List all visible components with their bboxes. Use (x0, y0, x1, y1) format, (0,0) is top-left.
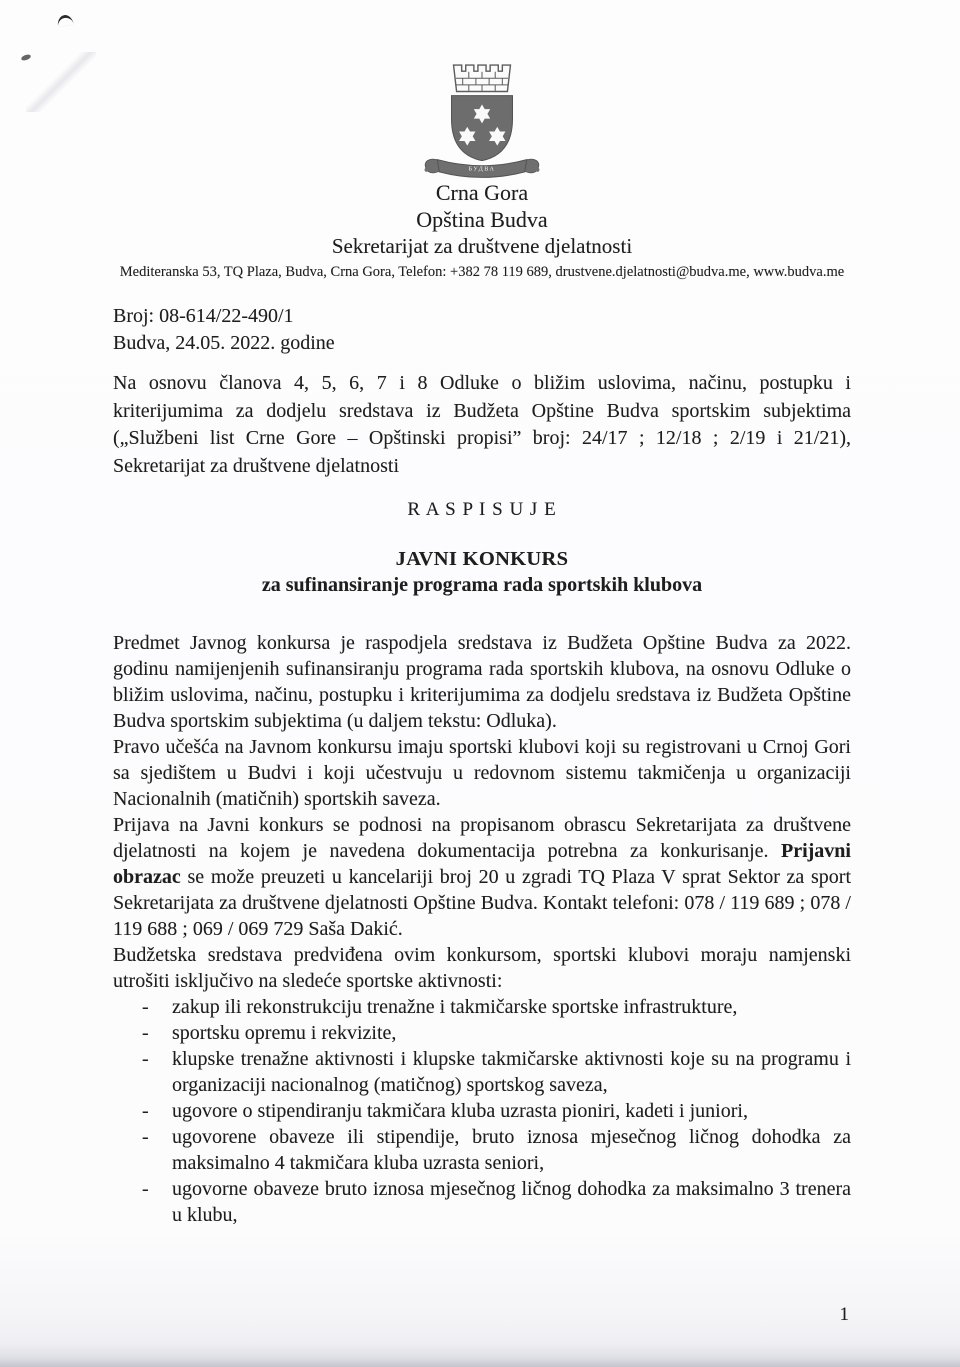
application-text-after: se može preuzeti u kancelariji broj 20 u zgradi TQ Plaza V sprat Sektor za sport Sekretarijata za društvene djelatnosti Opštine Budva. Kontakt telefoni: 078 / 119 689 ; 078 / 119 688 ; 069 / 069 729 Saša Dakić. (113, 866, 851, 940)
budget-intro-paragraph: Budžetska sredstava predviđena ovim konkursom, sportski klubovi moraju namjenski utrošiti isključivo na sledeće sportske aktivnosti: (113, 944, 851, 992)
banner-text: БУДВА (468, 166, 496, 173)
list-item-text: sportsku opremu i rekvizite, (172, 1022, 397, 1044)
document-meta (113, 303, 851, 357)
application-form-bold: Prijavni obrazac (113, 840, 851, 888)
list-item-text: ugovorne obaveze bruto iznosa mjesečnog ličnog dohodka za maksimalno 3 trenera u klubu, (172, 1178, 851, 1226)
list-item (113, 1046, 851, 1098)
list-item (113, 1176, 851, 1228)
application-paragraph (113, 812, 851, 942)
reference-number: Broj: 08-614/22-490/1 (113, 305, 294, 327)
secretariat-name: Sekretarijat za društvene djelatnosti (331, 234, 633, 258)
page-number: 1 (839, 1304, 849, 1325)
contact-line: Mediteranska 53, TQ Plaza, Budva, Crna Gora, Telefon: +382 78 119 689, drustvene.djelatnosti@budva.me, www.budva.me (119, 264, 845, 280)
dash-marker: - (142, 1022, 149, 1044)
scan-smudge (26, 52, 96, 112)
dash-marker: - (142, 996, 149, 1018)
eligibility-paragraph: Pravo učešća na Javnom konkursu imaju sportski klubovi koji su registrovani u Crnoj Gori sa sjedištem u Budvi i koji učestvuju u redovnom sistemu takmičenja u organizaciji Nacionalnih (matičnih) sportskih saveza. (113, 736, 851, 810)
dash-marker: - (142, 1048, 149, 1070)
budva-coat-of-arms-icon (421, 62, 543, 180)
document-content (113, 0, 851, 1326)
document-body (113, 630, 851, 1228)
country-name: Crna Gora (435, 180, 529, 205)
list-item-text: klupske trenažne aktivnosti i klupske takmičarske aktivnosti koje su na programu i organizaciji nacionalnog (matičnog) sportskog saveza, (172, 1048, 851, 1096)
place-and-date: Budva, 24.05. 2022. godine (113, 332, 335, 354)
activities-list (113, 994, 851, 1228)
list-item (113, 994, 851, 1020)
application-text-before: Prijava na Javni konkurs se podnosi na propisanom obrascu Sekretarijata za društvene djelatnosti na kojem je navedena dokumentacija potrebna za konkurisanje. (113, 814, 851, 862)
legal-basis-paragraph: Na osnovu članova 4, 5, 6, 7 i 8 Odluke o bližim uslovima, načinu, postupku i kriterijumima za dodjelu sredstava iz Budžeta Opštine Budva sportskim subjektima („Službeni list Crne Gore – Opštinski propisi” broj: 24/17 ; 12/18 ; 2/19 i 21/21), Sekretarijat za društvene djelatnosti (113, 372, 851, 477)
scan-edge-shadow (0, 1343, 960, 1367)
list-item (113, 1124, 851, 1176)
competition-title: JAVNI KONKURS (395, 548, 569, 570)
list-item-text: ugovore o stipendiranju takmičara kluba uzrasta pioniri, kadeti i juniori, (172, 1100, 748, 1122)
dash-marker: - (142, 1178, 149, 1200)
municipality-name: Opština Budva (416, 207, 548, 232)
dash-marker: - (142, 1100, 149, 1122)
list-item (113, 1098, 851, 1124)
competition-subtitle: za sufinansiranje programa rada sportskih klubova (261, 574, 703, 596)
list-item-text: ugovorene obaveze ili stipendije, bruto iznosa mjesečnog ličnog dohodka za maksimalno 4 takmičara kluba uzrasta seniori, (172, 1126, 851, 1174)
announces-line: R A S P I S U J E (407, 499, 557, 520)
ribbon-banner (425, 159, 540, 177)
dash-marker: - (142, 1126, 149, 1148)
list-item-text: zakup ili rekonstrukciju trenažne i takmičarske sportske infrastrukture, (172, 996, 738, 1018)
scan-mark (56, 14, 74, 28)
subject-paragraph: Predmet Javnog konkursa je raspodjela sredstava iz Budžeta Opštine Budva za 2022. godinu namijenjenih sufinansiranju programa rada sportskih klubova, na osnovu Odluke o bližim uslovima, načinu, postupku i kriterijumima za dodjelu sredstava iz Budžeta Opštine Budva sportskim subjektima (u daljem tekstu: Odluka). (113, 632, 851, 732)
list-item (113, 1020, 851, 1046)
mural-crown (454, 65, 511, 91)
